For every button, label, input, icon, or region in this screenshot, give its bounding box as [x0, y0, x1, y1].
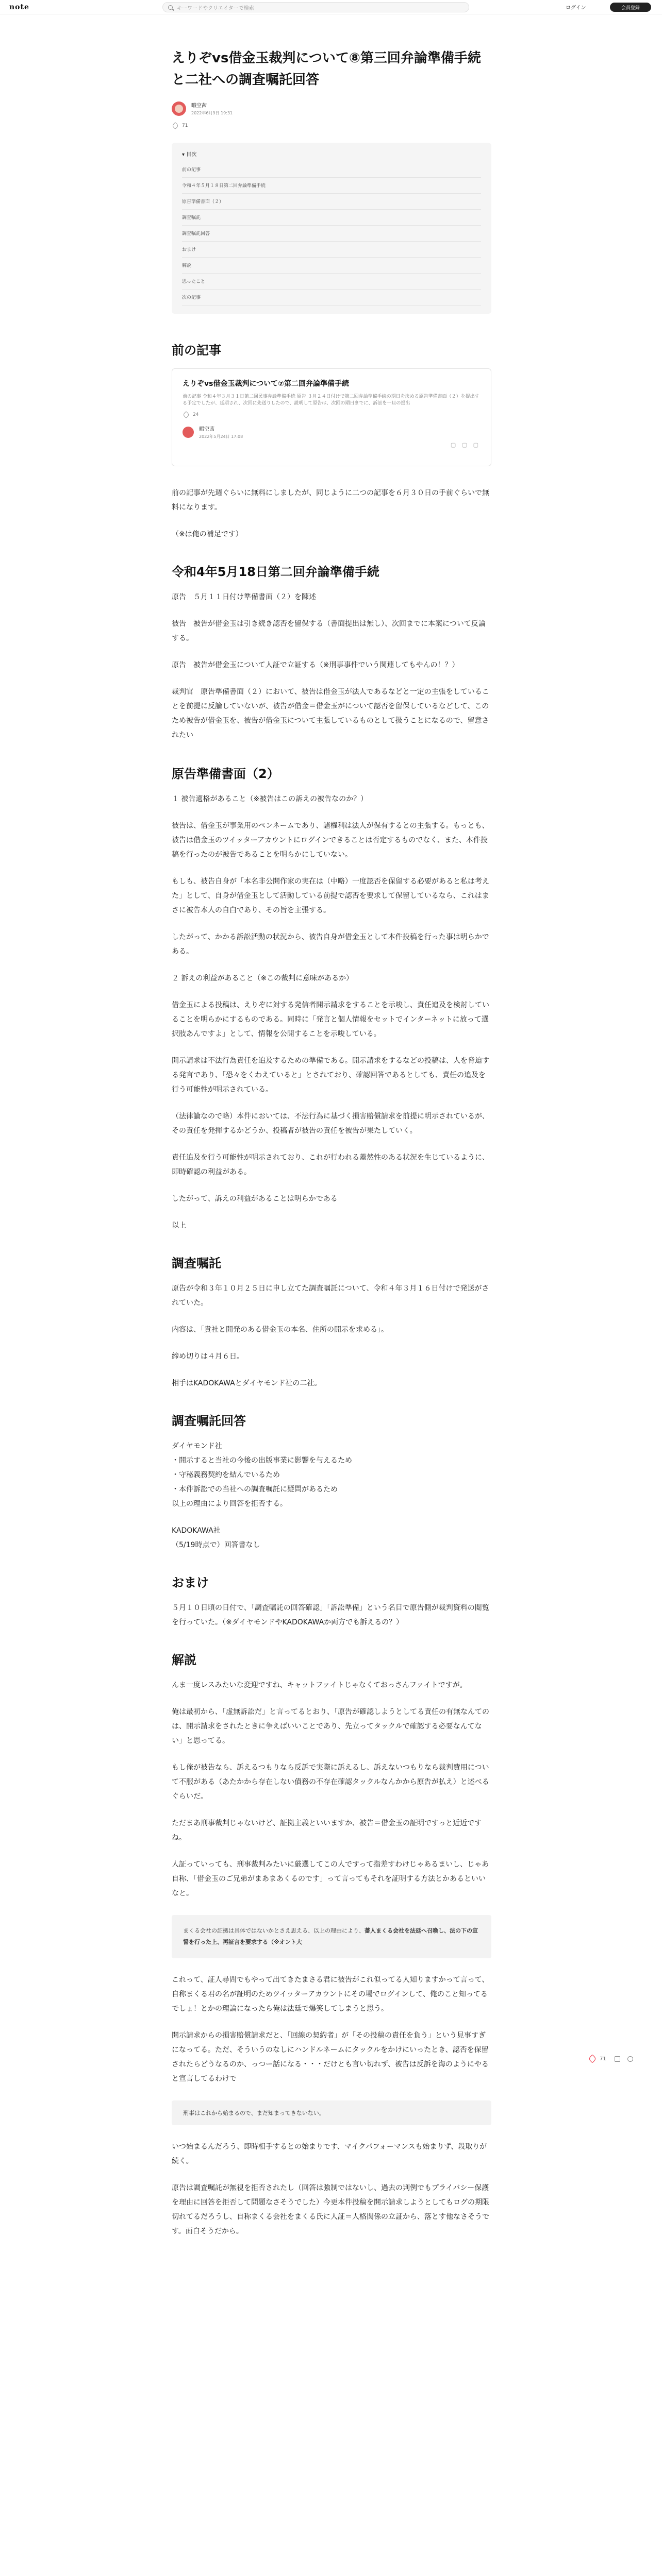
toc-item[interactable]: 前の記事: [182, 162, 481, 178]
embed-title[interactable]: えりぞvs借金玉裁判について⑦第二回弁論準備手続: [183, 380, 350, 388]
paragraph: 借金玉による投稿は、えりぞに対する発信者開示請求をすることを示唆し、責任追及を検討していることを明らかにするものである。同時に「発言と個人情報をセットでインターネットに放って選択肢あんですよ」として、情報を公開することを示唆している。: [172, 1001, 489, 1038]
side-like-count: 71: [600, 2056, 606, 2062]
paragraph: 原告 被告が借金玉について人証で立証する（※刑事事件でいう関連してもやんの！？）: [172, 661, 459, 669]
paragraph: （5/19時点で）回答書なし: [172, 1541, 260, 1549]
section-heading: 前の記事: [172, 343, 221, 358]
paragraph: KADOKAWA社: [172, 1527, 221, 1535]
avatar: [183, 427, 194, 438]
floating-action-bar: [589, 2056, 640, 2062]
table-of-contents: [172, 143, 491, 314]
note-box: 刑事はこれから始まるので、まだ知まってきないない。: [172, 2100, 491, 2125]
section-heading: 調査嘱託回答: [172, 1414, 246, 1428]
paragraph: ダイヤモンド社: [172, 1442, 222, 1450]
paragraph: 前の記事が先週ぐらいに無料にしましたが、同じように二つの記事を６月３０日の手前ぐらいで無料になります。: [172, 489, 489, 512]
paragraph: したがって、訴えの利益があることは明らかである: [172, 1195, 338, 1203]
section-heading: 調査嘱託: [172, 1256, 221, 1270]
quote-text: まくる会社の証拠は具体ではないかとさえ思える、以上の理由により、: [183, 1927, 365, 1934]
signup-button[interactable]: 会員登録: [610, 3, 651, 12]
paragraph: 相手はKADOKAWAとダイヤモンド社の二社。: [172, 1379, 322, 1387]
toc-item[interactable]: おまけ: [182, 242, 481, 258]
paragraph: （※は俺の補足です）: [172, 530, 243, 538]
login-link[interactable]: ログイン: [566, 5, 586, 11]
heart-icon[interactable]: [172, 122, 179, 129]
paragraph: ・開示すると当社の今後の出版事業に影響を与えるため: [172, 1456, 352, 1465]
paragraph: 人証っていっても、刑事裁判みたいに厳選してこの人ですって指差すわけじゃあるまいし、じゃあ自称、「借金玉のご兄弟がまあまあくるのです」って言ってもそれを証明する方法とかあるといいなと。: [172, 1860, 489, 1897]
embed-snippet: 前の記事 令和４年３月３１日第二回民事弁論準備手続 原告 ３月２４日付けで第二回弁論準備手続の期日を決める原告準備書面（２）を提出する予定でしたが、延期され、次回に先送りしたので、説明して原告は、次回の期日までに、訴訟を一旦の提出: [183, 394, 479, 406]
paragraph: 被告 被告が借金玉は引き続き認否を留保する（書面提出は無し）、次回までに本案について反論する。: [172, 620, 486, 642]
paragraph: いつ始まるんだろう、即時相手するとの始まりです、マイクパフォーマンスも始まりず、段取りが続く。: [172, 2143, 487, 2165]
paragraph: 以上: [172, 1222, 186, 1230]
toc-item[interactable]: 調査嘱託回答: [182, 226, 481, 242]
paragraph: 以上の理由により回答を拒否する。: [172, 1500, 287, 1508]
paragraph: １ 被告適格があること（※被告はこの訴えの被告なのか？）: [172, 795, 368, 803]
paragraph: （法律論なので略）本件においては、不法行為に基づく損害賠償請求を前提に明示されているが、その責任を発揮するかどうか、投稿者が被告の責任を被告が果たしていく。: [172, 1112, 489, 1135]
paragraph: これって、証人尋問でもやって出てきたまさる君に被告がこれ似ってる人知りますかって言って、自称まくる君の名が証明のためツイッターアカウントにその場でログインして、俺のこと知ってるでしょ！とかの理論になったら俺は法廷で爆笑してしまうと思う。: [172, 1976, 489, 2013]
author-block: [172, 101, 491, 116]
avatar[interactable]: [172, 101, 186, 116]
paragraph: 原告は調査嘱託が無視を拒否されたし（回答は強制ではないし、過去の判例でもプライバシー保護を理由に回答を拒否して問題なさそうでした）今更本件投稿を開示請求しようとしてもログの期限切れてるだろうし、自称まくる会社をまくる氏に人証＝人格関係の立証から、落とす他なさそうです。面白そうだから。: [172, 2184, 489, 2235]
paragraph: 開示請求は不法行為責任を追及するための準備である。開示請求をするなどの投稿は、人を脅迫する発言であり、「恐々をくわえていると」とされており、確認回答であるとしても、責任の追及を行う可能性が明示されている。: [172, 1057, 489, 1094]
publish-date: 2022年6月9日 19:31: [191, 111, 233, 115]
top-header: [0, 0, 662, 14]
toc-item[interactable]: 解説: [182, 258, 481, 274]
paragraph: 原告が令和３年１０月２５日に申し立てた調査嘱託について、令和４年３月１６日付けで発送がされていた。: [172, 1284, 489, 1307]
article-title: えりぞvs借金玉裁判について⑧第三回弁論準備手続と二社への調査嘱託回答: [172, 50, 481, 88]
paragraph: んま一度レスみたいな変迎ですね、キャットファイトじゃなくておっさんファイトですが。: [172, 1681, 467, 1689]
section-heading: 原告準備書面（2）: [172, 767, 279, 781]
embed-date: 2022年5月24日 17:08: [199, 434, 243, 439]
toc-item[interactable]: 令和４年５月１８日第二回弁論準備手続: [182, 178, 481, 194]
search-input[interactable]: [162, 2, 469, 12]
search-placeholder: キーワードやクリエイターで検索: [177, 5, 254, 11]
paragraph: 被告は、借金玉が事業用のペンネームであり、諸権利は法人が保有するとの主張する。もっとも、被告は借金玉のツイッターアカウントにログインできることは否定するものでなく、また、本件投稿を行ったのが被告であることを明らかにしていない。: [172, 822, 489, 859]
paragraph: ・守秘義務契約を結んでいるため: [172, 1471, 280, 1479]
embed-like-row: 24: [183, 412, 481, 417]
article: [172, 47, 491, 2239]
embed-author: [183, 425, 481, 439]
paragraph: 開示請求からの損害賠償請求だと、「回線の契約者」が「その投稿の責任を負う」という見事すぎになってる。ただ、そういうのなしにハンドルネームにタックルをかけにいったとき、認否を保留されたらどうなるのか、っつー話になる・・・だけとも言い切れず、被告は反訴を海のようにやると宣言してるわけで: [172, 2031, 489, 2083]
paragraph: 内容は、「貴社と開発のある借金玉の本名、住所の開示を求める」。: [172, 1326, 388, 1334]
embed-author-name: 暇空茜: [199, 427, 214, 432]
embed-action-icons[interactable]: ▢ ▢ ▢: [450, 442, 481, 448]
paragraph: ５月１０日頃の日付で、「調査嘱託の回答確認」「訴訟準備」という名目で原告側が裁判資料の閲覧を行っていた。（※ダイヤモンドやKADOKAWAか両方でも訴えるの？）: [172, 1604, 489, 1626]
search-icon: [168, 5, 173, 10]
paragraph: ・本件訴訟での当社への調査嘱託に疑問があるため: [172, 1485, 338, 1494]
like-heart-icon[interactable]: [588, 2055, 597, 2063]
toc-item[interactable]: 原告準備書面（２）: [182, 194, 481, 210]
embedded-article-card[interactable]: [172, 368, 491, 466]
toc-heading[interactable]: ▾ 目次: [182, 152, 197, 158]
more-icon[interactable]: [627, 2056, 633, 2062]
heart-icon: [183, 411, 190, 418]
paragraph: もしも、被告自身が「本名非公開作家の実在は（中略）一度認否を保留する必要があると私は考えた」として、自身が借金玉として活動している前提で認否を要求して保留しているなら、これはまさに被告本人の自白であり、その旨を主張する。: [172, 877, 489, 914]
toc-item[interactable]: 次の記事: [182, 290, 481, 306]
paragraph: 責任追及を行う可能性が明示されており、これが行われる蓋然性のある状況を生じているように、即時確認の利益がある。: [172, 1154, 489, 1176]
quote-block: [172, 1915, 491, 1958]
paragraph: ２ 訴えの利益があること（※この裁判に意味があるか）: [172, 974, 354, 982]
section-heading: おまけ: [172, 1575, 209, 1590]
paragraph: ただまあ刑事裁判じゃないけど、証拠主義といいますか、被告＝借金玉の証明ですっと近近ですね。: [172, 1819, 482, 1842]
paragraph: 裁判官 原告準備書面（２）において、被告は借金玉が法人であるなどと一定の主張をしていることを前提に反論していないが、被告が借金＝借金玉がについて認否を留保しているなどして、このため被告が借金玉を、被告が借金玉について主張しているものとして扱うことになるので、留意されたい: [172, 688, 489, 739]
author-name[interactable]: 暇空茜: [191, 103, 207, 109]
paragraph: 俺は最初から、「虚無訴訟だ」と言ってるとおり、「原告が確認しようとしてる責任の有無なんてのは、開示請求をされたときに争えばいいことであり、先立ってタックルで確認する必要なんてない」と思ってる。: [172, 1708, 489, 1745]
paragraph: 原告 ５月１１日付け準備書面（２）を陳述: [172, 593, 316, 601]
quote-bold-text: 薔人まくる会社を法廷へ召喚し、法の下の宣誓を行った上、再証言を要求する（※オント大: [183, 1927, 478, 1945]
like-row: [172, 123, 491, 128]
toc-item[interactable]: 調査嘱託: [182, 210, 481, 226]
section-heading: 令和4年5月18日第二回弁論準備手続: [172, 565, 379, 579]
like-count: 71: [182, 123, 188, 128]
note-logo[interactable]: note: [9, 3, 29, 11]
paragraph: 締め切りは４月６日。: [172, 1352, 244, 1361]
share-icon[interactable]: [615, 2056, 620, 2062]
paragraph: したがって、かかる訴訟活動の状況から、被告自身が借金玉として本件投稿を行った事は明らかである。: [172, 933, 489, 956]
paragraph: もし俺が被告なら、訴えるつもりなら反訴で実際に訴えるし、訴えないつもりなら裁判費用について不服がある（あたかから存在しない債務の不存在確認タックルなんかから原告が払え）と述べるぐらいだ。: [172, 1764, 489, 1801]
section-heading: 解説: [172, 1653, 196, 1667]
toc-item[interactable]: 思ったこと: [182, 274, 481, 290]
